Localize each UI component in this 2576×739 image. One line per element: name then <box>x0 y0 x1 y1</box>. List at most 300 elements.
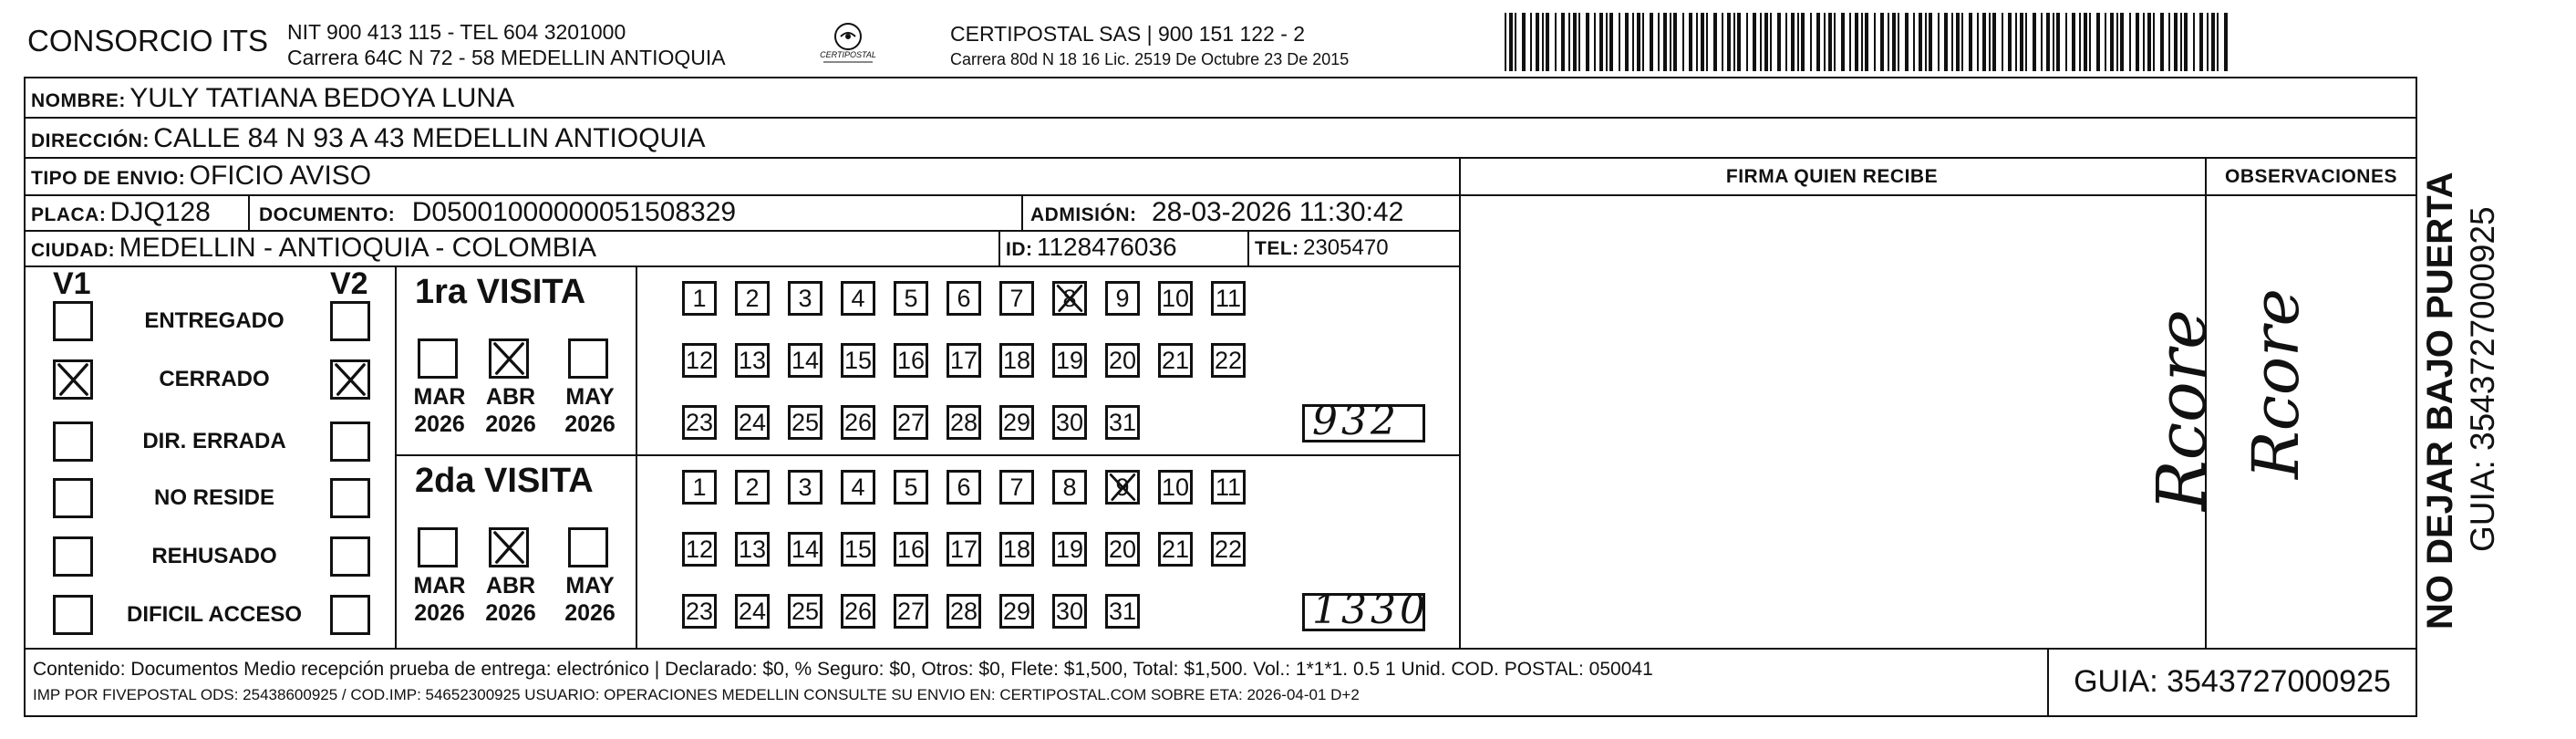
barcode-bar <box>1546 13 1549 71</box>
documento-value: D05001000000051508329 <box>411 197 737 227</box>
day-number: 12 <box>685 536 714 563</box>
v2-checkbox[interactable] <box>330 595 370 635</box>
v1-checkbox[interactable] <box>53 422 93 462</box>
day-number: 31 <box>1108 409 1137 436</box>
side-guia: GUIA: 3543727000925 <box>2464 206 2501 552</box>
barcode-bar <box>1573 13 1577 71</box>
barcode-bar <box>1969 13 1972 71</box>
barcode-bar <box>1658 13 1660 71</box>
month-year: 2026 <box>414 411 465 437</box>
day-box[interactable] <box>1052 594 1087 629</box>
barcode-bar <box>1673 13 1677 71</box>
day-box[interactable] <box>1158 532 1193 567</box>
status-option-label: REHUSADO <box>151 544 277 568</box>
check-mark-icon <box>491 341 526 376</box>
day-number: 29 <box>1002 598 1031 625</box>
day-box[interactable] <box>735 343 770 378</box>
barcode-bar <box>1586 13 1589 71</box>
barcode-bar <box>2199 13 2203 71</box>
month-checkbox[interactable] <box>418 338 458 379</box>
day-box[interactable] <box>788 470 822 505</box>
day-box[interactable] <box>735 470 770 505</box>
barcode-bar <box>2096 13 2100 71</box>
month-label <box>563 383 617 438</box>
day-number: 13 <box>738 536 767 563</box>
month-year: 2026 <box>564 411 616 437</box>
status-option-label: CERRADO <box>159 367 270 391</box>
barcode-bar <box>1509 13 1513 71</box>
month-checkbox[interactable] <box>489 338 529 379</box>
barcode-bar <box>2053 13 2054 71</box>
handwritten-observation-2: Rcore <box>2239 288 2313 479</box>
v1-checkbox[interactable] <box>53 536 93 577</box>
check-mark-icon <box>333 362 367 397</box>
barcode-bar <box>1849 13 1851 71</box>
day-number: 10 <box>1161 285 1190 312</box>
day-number: 23 <box>685 598 714 625</box>
barcode-bar <box>1989 13 1991 71</box>
v1-checkbox[interactable] <box>53 359 93 400</box>
barcode-bar <box>2143 13 2145 71</box>
barcode-bar <box>1841 13 1845 71</box>
day-box[interactable] <box>894 470 928 505</box>
day-number: 26 <box>843 409 873 436</box>
day-box[interactable] <box>894 343 928 378</box>
nombre-value: YULY TATIANA BEDOYA LUNA <box>129 83 515 113</box>
day-number: 17 <box>949 536 978 563</box>
barcode-bar <box>1770 13 1772 71</box>
v1-checkbox[interactable] <box>53 301 93 341</box>
day-box[interactable] <box>1105 470 1140 505</box>
barcode-bar <box>1682 13 1684 71</box>
barcode-bar <box>1701 13 1704 71</box>
month-year: 2026 <box>564 600 616 626</box>
day-number: 8 <box>1062 474 1077 501</box>
day-box[interactable] <box>1105 594 1140 629</box>
barcode-bar <box>2180 13 2182 71</box>
barcode-bar <box>1977 13 1979 71</box>
barcode-bar <box>1599 13 1603 71</box>
tel-value: 2305470 <box>1303 235 1389 260</box>
footer-contenido: Contenido: Documentos Medio recepción prueba de entrega: electrónico | Declarado: $0, % Seguro: $0, Otros: $0, Flete: $1,500, Total: $1,500. Vol.: 1*1*1. 0.5 1 Unid. COD. POSTAL: 050041 <box>33 659 1653 680</box>
day-box[interactable] <box>1158 470 1193 505</box>
check-mark-icon <box>56 362 90 397</box>
barcode-bar <box>1515 13 1516 71</box>
barcode-bar <box>1689 13 1692 71</box>
barcode-bar <box>1791 13 1795 71</box>
barcode-bar <box>1696 13 1698 71</box>
tel-label: TEL: <box>1255 238 1299 259</box>
barcode-bar <box>2041 13 2043 71</box>
barcode-bar <box>1609 13 1613 71</box>
barcode-bar <box>1797 13 1799 71</box>
barcode-bar <box>1733 13 1735 71</box>
barcode-bar <box>2089 13 2091 71</box>
time-box[interactable] <box>1302 587 1429 633</box>
day-number: 6 <box>957 474 971 501</box>
placa-value: DJQ128 <box>109 197 211 227</box>
day-number: 11 <box>1215 474 1242 501</box>
day-box[interactable] <box>682 470 717 505</box>
day-box[interactable] <box>788 281 822 316</box>
barcode-bar <box>1722 13 1723 71</box>
barcode-bar <box>1855 13 1858 71</box>
day-box[interactable] <box>682 281 717 316</box>
day-box[interactable] <box>1052 343 1087 378</box>
barcode-bar <box>2147 13 2151 71</box>
barcode-bar <box>1919 13 1922 71</box>
barcode-bar <box>2174 13 2178 71</box>
day-box[interactable] <box>1105 281 1140 316</box>
day-number: 29 <box>1002 409 1031 436</box>
check-mark-icon <box>1055 284 1084 313</box>
barcode-bar <box>1625 13 1629 71</box>
observaciones-header: OBSERVACIONES <box>2225 166 2397 187</box>
barcode-bar <box>1746 13 1748 71</box>
day-box[interactable] <box>682 405 717 440</box>
day-box[interactable] <box>682 594 717 629</box>
barcode-bar <box>1913 13 1915 71</box>
month-name: ABR <box>485 573 536 598</box>
barcode-bar <box>2129 13 2131 71</box>
month-name: MAR <box>413 573 466 598</box>
day-box[interactable] <box>947 281 981 316</box>
day-number: 19 <box>1055 347 1084 374</box>
ciudad-label: CIUDAD: <box>31 240 116 261</box>
day-number: 23 <box>685 409 714 436</box>
tipo-envio-label: TIPO DE ENVIO: <box>31 168 186 189</box>
status-option-label: DIFICIL ACCESO <box>126 602 302 627</box>
v2-checkbox[interactable] <box>330 422 370 462</box>
day-box[interactable] <box>894 594 928 629</box>
v1-checkbox[interactable] <box>53 595 93 635</box>
day-number: 15 <box>843 347 873 374</box>
barcode-bar <box>1753 13 1756 71</box>
barcode-bar <box>1619 13 1620 71</box>
barcode-bar <box>1737 13 1741 71</box>
day-number: 2 <box>745 474 760 501</box>
visit-title: 2da VISITA <box>415 462 594 500</box>
barcode-bar <box>2160 13 2164 71</box>
company-address: Carrera 64C N 72 - 58 MEDELLIN ANTIOQUIA <box>287 46 726 69</box>
day-box[interactable] <box>1052 281 1087 316</box>
day-box[interactable] <box>788 343 822 378</box>
day-box[interactable] <box>999 532 1034 567</box>
footer-imp: IMP POR FIVEPOSTAL ODS: 25438600925 / COD.IMP: 54652300925 USUARIO: OPERACIONES MEDELLIN CONSULTE SU ENVIO EN: CERTIPOSTAL.COM SOBRE ETA: 2026-04-01 D+2 <box>33 686 1360 703</box>
barcode-bar <box>1706 13 1708 71</box>
day-box[interactable] <box>1052 532 1087 567</box>
day-box[interactable] <box>1105 532 1140 567</box>
day-box[interactable] <box>735 405 770 440</box>
day-number: 4 <box>851 474 865 501</box>
nit-line: NIT 900 413 115 - TEL 604 3201000 <box>287 20 626 44</box>
footer-guia: GUIA: 3543727000925 <box>2074 664 2391 699</box>
firma-header: FIRMA QUIEN RECIBE <box>1725 166 1939 187</box>
day-box[interactable] <box>1158 281 1193 316</box>
day-number: 7 <box>1009 285 1024 312</box>
status-option-label: ENTREGADO <box>144 308 284 333</box>
month-name: MAY <box>565 573 615 598</box>
day-box[interactable] <box>947 470 981 505</box>
day-box[interactable] <box>947 343 981 378</box>
day-number: 7 <box>1009 474 1024 501</box>
month-name: ABR <box>485 384 536 410</box>
barcode-bar <box>1650 13 1653 71</box>
v1-checkbox[interactable] <box>53 478 93 518</box>
barcode-bar <box>1542 13 1544 71</box>
barcode-bar <box>2033 13 2036 71</box>
barcode-bar <box>1938 13 1940 71</box>
day-number: 26 <box>843 598 873 625</box>
day-number: 27 <box>896 409 926 436</box>
v2-header: V2 <box>330 266 368 301</box>
admision-label: ADMISIÓN: <box>1030 204 1137 225</box>
barcode-bar <box>2110 13 2114 71</box>
barcode-bar <box>1951 13 1953 71</box>
day-number: 10 <box>1161 474 1190 501</box>
day-number: 28 <box>949 598 978 625</box>
day-number: 6 <box>957 285 971 312</box>
barcode-bar <box>1530 13 1532 71</box>
barcode-bar <box>2193 13 2195 71</box>
month-year: 2026 <box>414 600 465 626</box>
month-label <box>483 572 538 627</box>
day-box[interactable] <box>947 594 981 629</box>
v2-checkbox[interactable] <box>330 536 370 577</box>
barcode-bar <box>2120 13 2124 71</box>
barcode-bar <box>2079 13 2081 71</box>
status-option-label: DIR. ERRADA <box>142 429 286 453</box>
day-box[interactable] <box>841 405 875 440</box>
barcode-bar <box>1785 13 1787 71</box>
admision-value: 28-03-2026 11:30:42 <box>1151 197 1404 227</box>
barcode-bar <box>1880 13 1884 71</box>
direccion-value: CALLE 84 N 93 A 43 MEDELLIN ANTIOQUIA <box>153 123 706 153</box>
barcode-bar <box>1992 13 1996 71</box>
barcode-bar <box>2211 13 2215 71</box>
barcode-bar <box>2025 13 2027 71</box>
day-box[interactable] <box>841 594 875 629</box>
barcode-bar <box>2207 13 2209 71</box>
day-box[interactable] <box>947 532 981 567</box>
day-number: 17 <box>949 347 978 374</box>
barcode-bar <box>1905 13 1909 71</box>
day-box[interactable] <box>999 343 1034 378</box>
ciudad-value: MEDELLIN - ANTIOQUIA - COLOMBIA <box>119 233 597 263</box>
barcode-bar <box>1663 13 1667 71</box>
barcode-bar <box>2020 13 2023 71</box>
day-number: 20 <box>1108 347 1137 374</box>
day-box[interactable] <box>788 594 822 629</box>
barcode-bar <box>2184 13 2188 71</box>
barcode-bar <box>2084 13 2087 71</box>
day-number: 24 <box>738 598 767 625</box>
day-number: 27 <box>896 598 926 625</box>
barcode <box>1505 13 2229 71</box>
day-box[interactable] <box>1211 532 1246 567</box>
barcode-bar <box>1874 13 1876 71</box>
barcode-bar <box>2116 13 2118 71</box>
barcode-bar <box>1568 13 1570 71</box>
barcode-bar <box>1816 13 1820 71</box>
day-box[interactable] <box>1211 343 1246 378</box>
barcode-bar <box>1555 13 1557 71</box>
direccion-label: DIRECCIÓN: <box>31 130 150 151</box>
day-number: 5 <box>904 285 918 312</box>
day-number: 30 <box>1055 598 1084 625</box>
day-number: 3 <box>798 285 812 312</box>
barcode-bar <box>1777 13 1781 71</box>
barcode-bar <box>2105 13 2106 71</box>
day-box[interactable] <box>788 532 822 567</box>
day-number: 14 <box>791 347 820 374</box>
day-number: 22 <box>1214 347 1243 374</box>
barcode-bar <box>1522 13 1526 71</box>
barcode-bar <box>1861 13 1863 71</box>
v2-checkbox[interactable] <box>330 359 370 400</box>
barcode-bar <box>2056 13 2060 71</box>
day-number: 4 <box>851 285 865 312</box>
month-checkbox[interactable] <box>568 338 608 379</box>
certipostal-logo <box>816 20 880 66</box>
placa-label: PLACA: <box>31 204 107 225</box>
day-box[interactable] <box>735 532 770 567</box>
day-number: 25 <box>791 409 820 436</box>
barcode-bar <box>1929 13 1932 71</box>
carrier-address: Carrera 80d N 18 16 Lic. 2519 De Octubre 23 De 2015 <box>950 50 1350 68</box>
documento-label: DOCUMENTO: <box>259 204 396 225</box>
barcode-bar <box>1982 13 1986 71</box>
barcode-bar <box>2224 13 2228 71</box>
barcode-bar <box>2046 13 2050 71</box>
logo-text: CERTIPOSTAL <box>820 50 876 59</box>
nombre-label: NOMBRE: <box>31 90 126 111</box>
barcode-bar <box>1713 13 1717 71</box>
barcode-bar <box>1834 13 1836 71</box>
day-box[interactable] <box>841 343 875 378</box>
day-number: 18 <box>1002 347 1031 374</box>
barcode-bar <box>2008 13 2012 71</box>
check-mark-icon <box>1108 473 1137 502</box>
day-number: 8 <box>1062 285 1077 312</box>
check-mark-icon <box>491 530 526 565</box>
day-number: 16 <box>896 536 926 563</box>
v2-checkbox[interactable] <box>330 478 370 518</box>
month-checkbox[interactable] <box>418 527 458 567</box>
day-number: 21 <box>1161 347 1190 374</box>
barcode-bar <box>2217 13 2219 71</box>
day-box[interactable] <box>999 594 1034 629</box>
day-box[interactable] <box>1105 343 1140 378</box>
barcode-bar <box>1578 13 1580 71</box>
barcode-bar <box>1925 13 1927 71</box>
month-name: MAY <box>565 384 615 410</box>
month-checkbox[interactable] <box>568 527 608 567</box>
day-box[interactable] <box>1052 405 1087 440</box>
month-label <box>412 572 467 627</box>
day-box[interactable] <box>999 281 1034 316</box>
barcode-bar <box>1561 13 1565 71</box>
day-box[interactable] <box>841 470 875 505</box>
day-box[interactable] <box>735 281 770 316</box>
barcode-bar <box>2002 13 2003 71</box>
month-checkbox[interactable] <box>489 527 529 567</box>
day-number: 9 <box>1115 285 1130 312</box>
day-number: 13 <box>738 347 767 374</box>
visit-title: 1ra VISITA <box>415 273 586 311</box>
month-year: 2026 <box>485 600 536 626</box>
day-box[interactable] <box>735 594 770 629</box>
day-box[interactable] <box>894 405 928 440</box>
barcode-bar <box>1810 13 1812 71</box>
day-number: 15 <box>843 536 873 563</box>
carrier-name: CERTIPOSTAL SAS | 900 151 122 - 2 <box>950 22 1306 46</box>
barcode-bar <box>2065 13 2067 71</box>
handwritten-time: 1330 <box>1312 587 1429 633</box>
barcode-bar <box>1824 13 1826 71</box>
day-number: 16 <box>896 347 926 374</box>
day-box[interactable] <box>841 532 875 567</box>
side-warning: NO DEJAR BAJO PUERTA <box>2420 172 2460 630</box>
barcode-bar <box>2168 13 2170 71</box>
barcode-bar <box>1888 13 1889 71</box>
month-label <box>563 572 617 627</box>
day-number: 21 <box>1161 536 1190 563</box>
day-box[interactable] <box>1158 343 1193 378</box>
day-box[interactable] <box>999 470 1034 505</box>
day-box[interactable] <box>1211 470 1246 505</box>
day-box[interactable] <box>1052 470 1087 505</box>
day-box[interactable] <box>788 405 822 440</box>
day-box[interactable] <box>682 343 717 378</box>
barcode-bar <box>1594 13 1596 71</box>
company-name: CONSORCIO ITS <box>27 24 269 57</box>
barcode-bar <box>1505 13 1506 71</box>
barcode-bar <box>1961 13 1963 71</box>
day-number: 18 <box>1002 536 1031 563</box>
barcode-bar <box>1898 13 1899 71</box>
day-number: 31 <box>1108 598 1137 625</box>
day-box[interactable] <box>999 405 1034 440</box>
time-box[interactable] <box>1302 398 1425 444</box>
day-box[interactable] <box>894 532 928 567</box>
day-number: 30 <box>1055 409 1084 436</box>
v2-checkbox[interactable] <box>330 301 370 341</box>
month-year: 2026 <box>485 411 536 437</box>
day-box[interactable] <box>1211 281 1246 316</box>
barcode-bar <box>2015 13 2017 71</box>
day-number: 3 <box>798 474 812 501</box>
barcode-bar <box>1865 13 1868 71</box>
day-number: 11 <box>1215 285 1242 312</box>
v1-header: V1 <box>53 266 91 301</box>
day-box[interactable] <box>894 281 928 316</box>
day-number: 24 <box>738 409 767 436</box>
day-box[interactable] <box>841 281 875 316</box>
handwritten-time: 932 <box>1312 398 1400 444</box>
id-label: ID: <box>1006 239 1033 260</box>
day-box[interactable] <box>947 405 981 440</box>
barcode-bar <box>1801 13 1805 71</box>
day-number: 19 <box>1055 536 1084 563</box>
day-box[interactable] <box>1105 405 1140 440</box>
day-number: 25 <box>791 598 820 625</box>
barcode-bar <box>1632 13 1634 71</box>
barcode-bar <box>1642 13 1644 71</box>
barcode-bar <box>2136 13 2139 71</box>
day-box[interactable] <box>682 532 717 567</box>
barcode-bar <box>1956 13 1960 71</box>
